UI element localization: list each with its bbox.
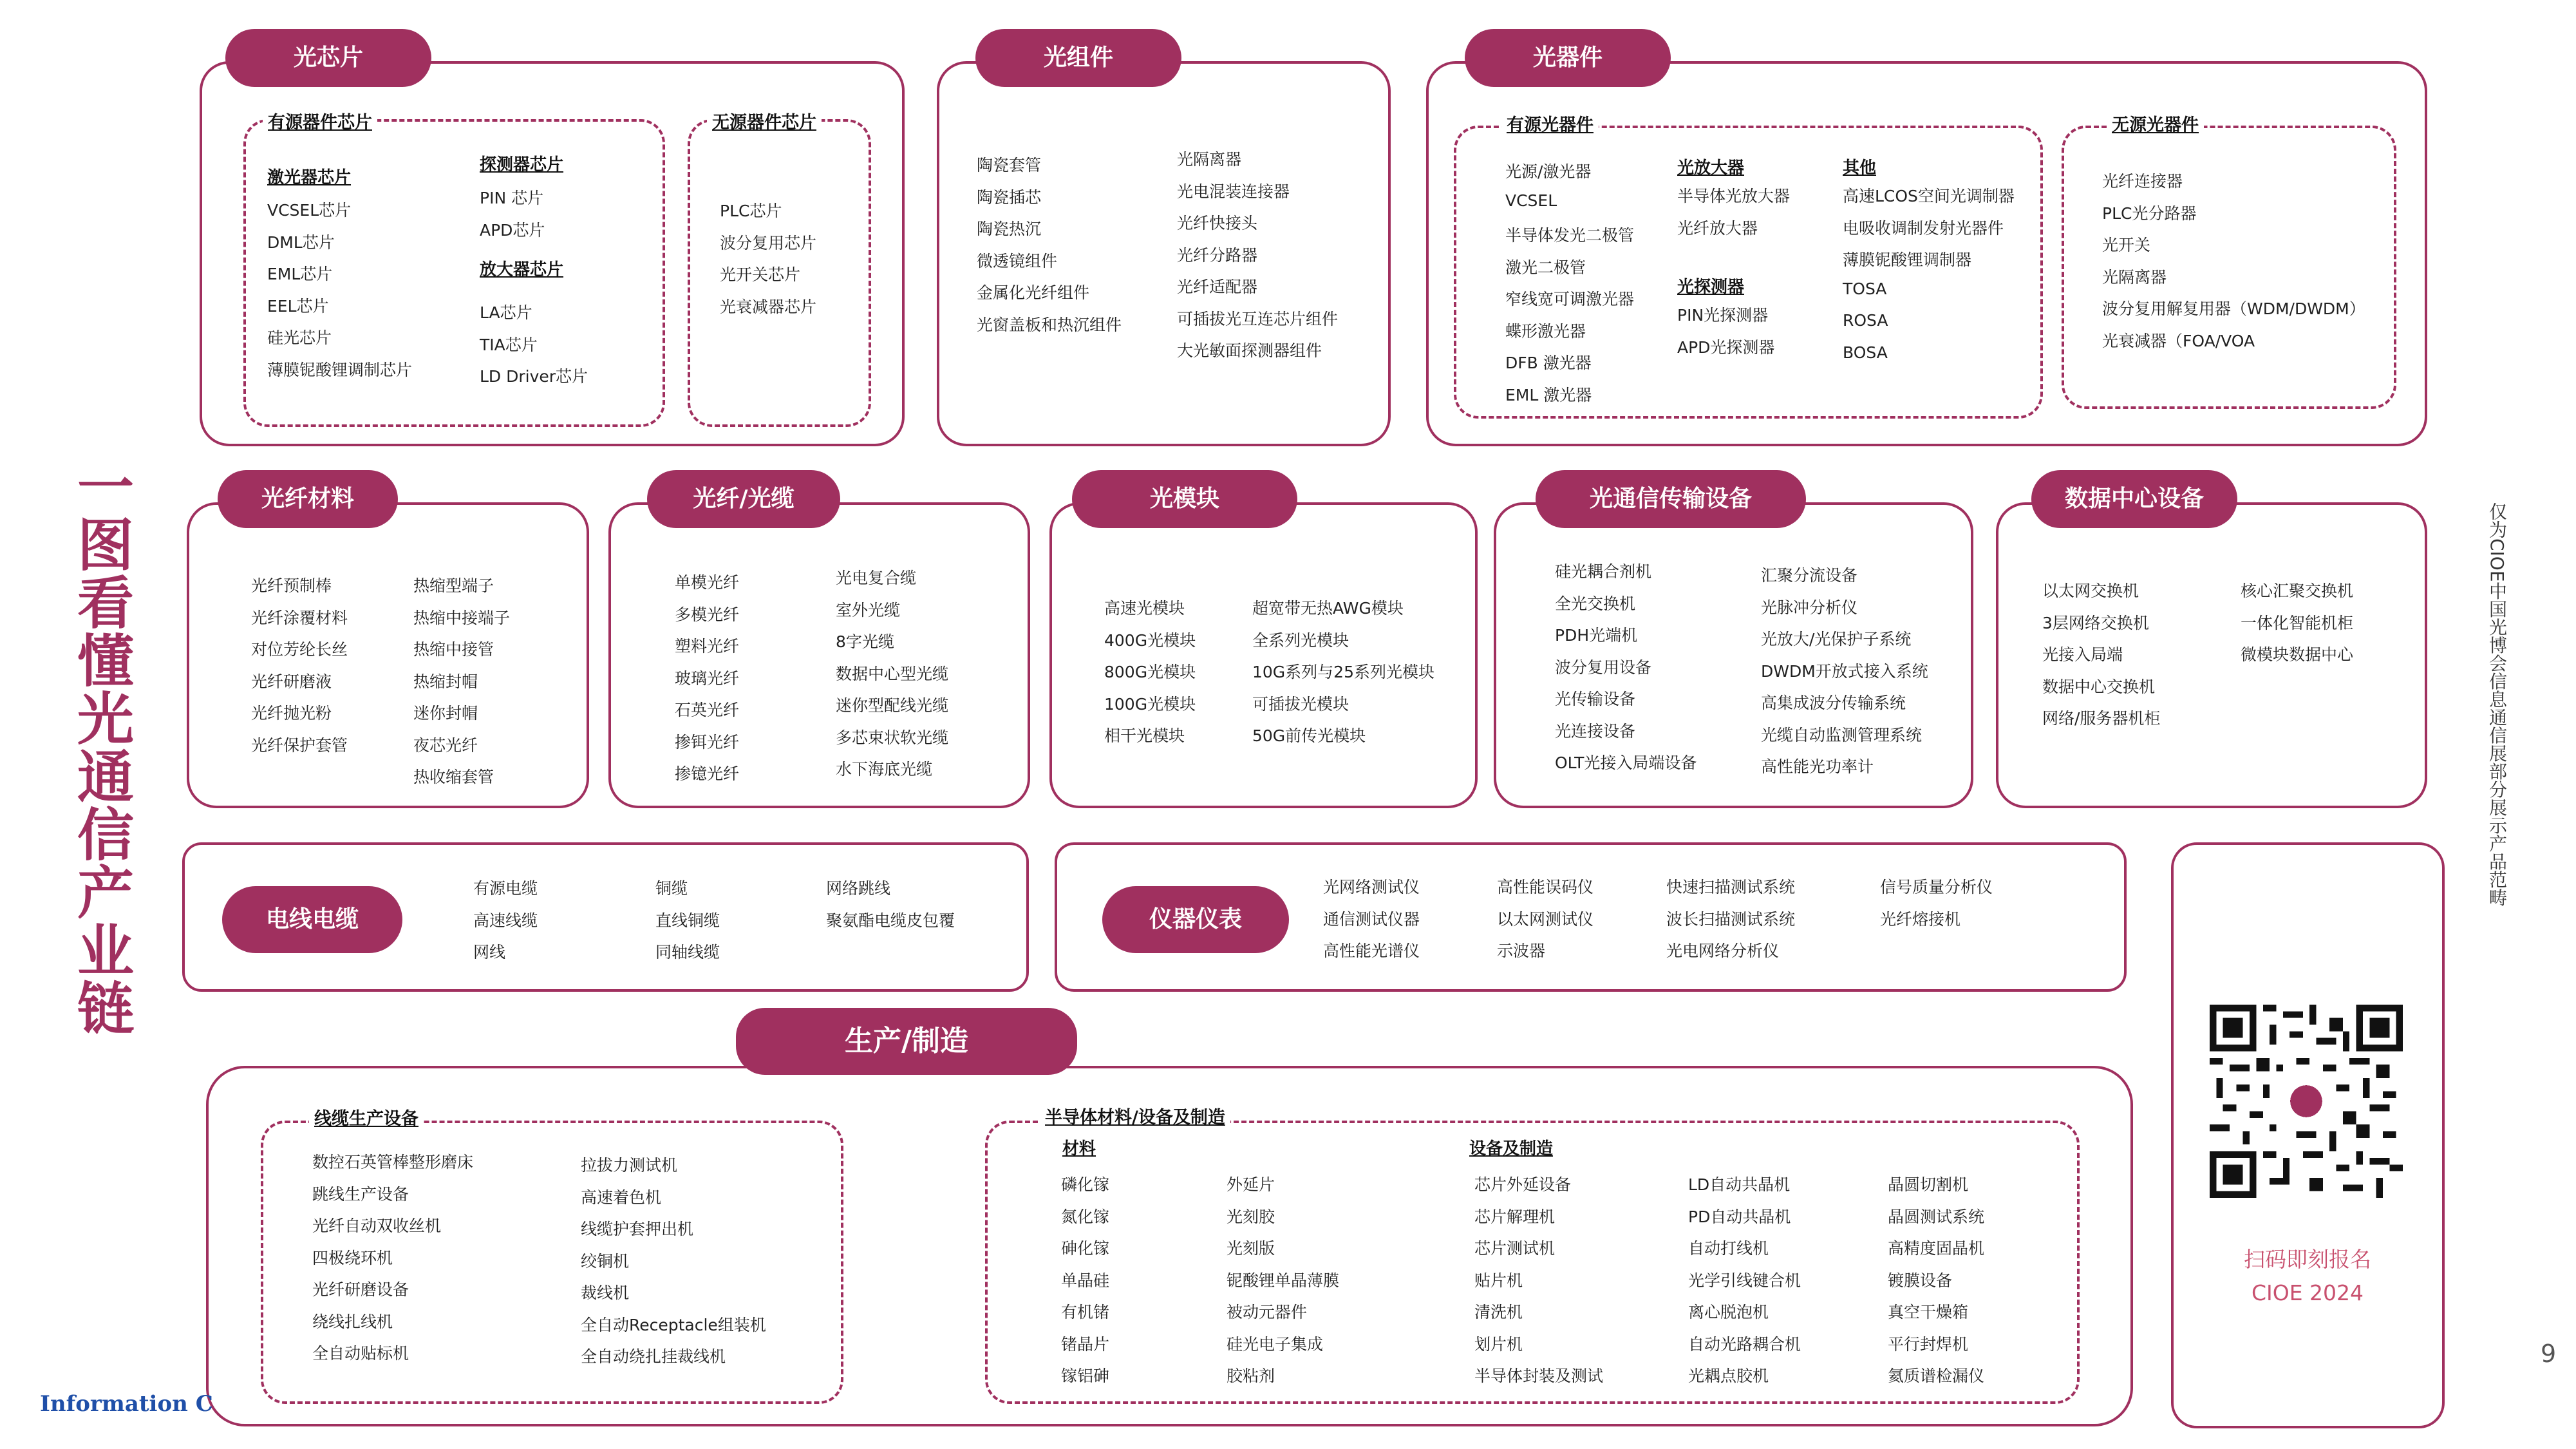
- chip-active-title: 有源器件芯片: [263, 108, 377, 133]
- list-item: 夜芯光纤: [413, 735, 478, 755]
- list-item: VCSEL芯片: [267, 201, 352, 220]
- list-item: 光连接设备: [1555, 721, 1636, 741]
- list-item: 光脉冲分析仪: [1761, 598, 1858, 617]
- list-item: 高速光模块: [1104, 599, 1185, 618]
- list-item: 光纤放大器: [1677, 218, 1758, 238]
- list-item: 镓铝砷: [1061, 1367, 1110, 1385]
- list-item: 波分复用设备: [1555, 658, 1652, 677]
- wire-list-3: [826, 876, 955, 940]
- list-item: 芯片外延设备: [1474, 1175, 1572, 1194]
- list-item: 高性能光功率计: [1761, 757, 1874, 776]
- list-item: 砷化镓: [1061, 1239, 1110, 1258]
- datacenter-title: 数据中心设备: [2031, 470, 2237, 528]
- material-list-2: [1227, 1172, 1339, 1396]
- list-item: 光纤适配器: [1177, 278, 1258, 296]
- list-item: 核心汇聚交换机: [2241, 582, 2354, 600]
- instrument-list-1: [1323, 875, 1420, 971]
- list-item: 自动打线机: [1688, 1239, 1769, 1258]
- amp-chip-list: [480, 300, 588, 396]
- amp-chip-head: 放大器芯片: [480, 260, 564, 279]
- list-item: 光纤涂覆材料: [251, 608, 348, 627]
- list-item: 光纤预制棒: [251, 576, 332, 595]
- list-item: TOSA: [1843, 279, 1887, 298]
- qr-code-icon[interactable]: [2210, 1005, 2403, 1198]
- list-item: 半导体发光二极管: [1505, 226, 1635, 245]
- list-item: 全自动Receptacle组装机: [581, 1315, 766, 1334]
- list-item: 真空干燥箱: [1888, 1303, 1969, 1321]
- list-item: 掺铒光纤: [675, 732, 740, 752]
- list-item: 晶圆测试系统: [1888, 1207, 1985, 1226]
- list-item: 胶粘剂: [1227, 1367, 1275, 1385]
- list-item: 对位芳纶长丝: [251, 640, 348, 659]
- laser-chip-list: [267, 198, 412, 389]
- list-item: VCSEL: [1505, 191, 1557, 210]
- device-detector-list: [1677, 303, 1774, 366]
- list-item: 3层网络交换机: [2042, 613, 2149, 632]
- list-item: 光纤研磨设备: [312, 1280, 409, 1299]
- list-item: 单晶硅: [1061, 1271, 1110, 1290]
- list-item: 微模块数据中心: [2241, 645, 2354, 664]
- side-note: 仅为CIOE中国光博会信息通信展部分展示产品范畴: [2487, 502, 2508, 907]
- passive-chip-list: [720, 198, 816, 326]
- list-item: 光放大/光保护子系统: [1761, 630, 1912, 649]
- list-item: 激光二极管: [1505, 258, 1586, 277]
- instrument-list-3: [1666, 875, 1795, 971]
- list-item: 热缩型端子: [413, 576, 494, 595]
- list-item: 半导体光放大器: [1677, 187, 1791, 205]
- list-item: 数据中心交换机: [2042, 677, 2156, 696]
- instrument-list-4: [1880, 875, 1993, 938]
- cable-production-title: 线缆生产设备: [309, 1104, 424, 1130]
- fiber-material-title: 光纤材料: [218, 470, 398, 528]
- list-item: 快速扫描测试系统: [1666, 878, 1796, 896]
- wire-title: 电线电缆: [222, 886, 402, 953]
- list-item: 网络跳线: [826, 879, 891, 898]
- register-text: [2170, 1243, 2445, 1310]
- list-item: 跳线生产设备: [312, 1184, 409, 1204]
- fiber-cable-section: [608, 502, 1030, 808]
- transmission-title: 光通信传输设备: [1536, 470, 1806, 528]
- list-item: 大光敏面探测器组件: [1177, 341, 1322, 360]
- list-item: 磷化镓: [1061, 1175, 1110, 1194]
- device-passive-list: [2102, 169, 2365, 360]
- list-item: 光衰减器芯片: [720, 297, 817, 316]
- list-item: OLT光接入局端设备: [1555, 753, 1697, 772]
- list-item: 波长扫描测试系统: [1666, 909, 1796, 929]
- list-item: 光开关: [2102, 236, 2151, 254]
- list-item: 镀膜设备: [1888, 1271, 1953, 1290]
- list-item: 高精度固晶机: [1888, 1239, 1985, 1258]
- list-item: APD芯片: [480, 220, 545, 240]
- list-item: 光纤分路器: [1177, 245, 1258, 265]
- assembly-list-2: [1177, 147, 1338, 370]
- device-passive-title: 无源光器件: [2107, 111, 2204, 136]
- list-item: 多模光纤: [675, 605, 740, 624]
- list-item: 室外光缆: [836, 600, 901, 620]
- list-item: 光纤连接器: [2102, 172, 2183, 191]
- equipment-list-2: [1688, 1172, 1801, 1396]
- list-item: 通信测试仪器: [1323, 909, 1420, 929]
- device-active-list-1: [1505, 159, 1634, 414]
- list-item: 光源/激光器: [1505, 162, 1592, 181]
- list-item: 汇聚分流设备: [1761, 566, 1858, 585]
- list-item: 绞铜机: [581, 1251, 630, 1271]
- list-item: 超宽带无热AWG模块: [1252, 599, 1404, 618]
- list-item: ROSA: [1843, 311, 1888, 330]
- list-item: 被动元器件: [1227, 1303, 1308, 1321]
- device-detector-head: 光探测器: [1677, 278, 1745, 297]
- list-item: 以太网交换机: [2042, 582, 2139, 600]
- list-item: 全系列光模块: [1252, 630, 1349, 650]
- device-section-title: 光器件: [1465, 29, 1671, 87]
- list-item: 划片机: [1474, 1334, 1523, 1354]
- list-item: 热缩中接端子: [413, 608, 511, 627]
- list-item: 自动光路耦合机: [1688, 1334, 1801, 1354]
- list-item: 光纤自动双收丝机: [312, 1217, 442, 1235]
- list-item: 光电网络分析仪: [1666, 942, 1780, 960]
- list-item: LA芯片: [480, 303, 532, 322]
- device-other-head: 其他: [1843, 158, 1877, 178]
- list-item: EML芯片: [267, 265, 333, 283]
- list-item: 网络/服务器机柜: [2042, 709, 2161, 728]
- list-item: BOSA: [1843, 343, 1888, 362]
- list-item: 单模光纤: [675, 573, 740, 592]
- assembly-list-1: [977, 153, 1122, 344]
- list-item: 铌酸锂单晶薄膜: [1227, 1271, 1340, 1290]
- fiber-material-list-2: [413, 573, 510, 797]
- equipment-head: 设备及制造: [1469, 1139, 1554, 1159]
- list-item: PLC芯片: [720, 202, 782, 220]
- list-item: 拉拔力测试机: [581, 1156, 678, 1175]
- list-item: 高速着色机: [581, 1188, 662, 1207]
- list-item: 数据中心型光缆: [836, 664, 949, 683]
- page-title: 一图看懂光通信产业链: [68, 457, 135, 1037]
- detector-chip-list: [480, 185, 545, 249]
- list-item: 石英光纤: [675, 701, 740, 719]
- list-item: 光纤保护套管: [251, 735, 348, 755]
- module-title: 光模块: [1072, 470, 1297, 528]
- list-item: 硅光耦合剂机: [1555, 562, 1652, 581]
- list-item: PLC光分路器: [2102, 204, 2197, 223]
- list-item: 水下海底光缆: [836, 760, 933, 779]
- fiber-cable-title: 光纤/光缆: [647, 470, 840, 528]
- list-item: 以太网测试仪: [1497, 909, 1594, 929]
- list-item: 高性能光谱仪: [1323, 942, 1420, 960]
- list-item: 裁线机: [581, 1283, 630, 1302]
- list-item: 光隔离器: [2102, 267, 2167, 287]
- list-item: 同轴线缆: [655, 943, 720, 961]
- material-list-1: [1061, 1172, 1109, 1396]
- list-item: 光窗盖板和热沉组件: [977, 315, 1122, 334]
- list-item: 掺镱光纤: [675, 764, 740, 783]
- module-list-1: [1104, 596, 1196, 755]
- list-item: 高集成波分传输系统: [1761, 694, 1906, 712]
- list-item: PIN光探测器: [1677, 306, 1769, 325]
- list-item: 迷你封帽: [413, 704, 478, 723]
- list-item: 100G光模块: [1104, 694, 1196, 714]
- list-item: 铜缆: [655, 879, 688, 898]
- instrument-list-2: [1497, 875, 1594, 971]
- list-item: 50G前传光模块: [1252, 726, 1366, 745]
- list-item: 光网络测试仪: [1323, 878, 1420, 896]
- list-item: 全光交换机: [1555, 594, 1636, 613]
- list-item: 陶瓷插芯: [977, 187, 1042, 207]
- list-item: 陶瓷热沉: [977, 220, 1042, 238]
- list-item: 绕线扎线机: [312, 1312, 393, 1331]
- list-item: 8字光缆: [836, 632, 894, 651]
- equipment-list-3: [1888, 1172, 1984, 1396]
- list-item: 全自动贴标机: [312, 1344, 409, 1363]
- list-item: 热缩封帽: [413, 672, 478, 691]
- list-item: LD Driver芯片: [480, 367, 588, 386]
- list-item: 锗晶片: [1061, 1334, 1110, 1354]
- device-other-list: [1843, 184, 2015, 375]
- list-item: 10G系列与25系列光模块: [1252, 663, 1434, 681]
- list-item: 800G光模块: [1104, 663, 1196, 681]
- list-item: EML 激光器: [1505, 385, 1592, 404]
- laser-chip-head: 激光器芯片: [267, 168, 352, 187]
- list-item: 微透镜组件: [977, 251, 1058, 270]
- wire-list-1: [473, 876, 538, 972]
- list-item: 贴片机: [1474, 1271, 1523, 1290]
- list-item: 可插拔光互连芯片组件: [1177, 309, 1339, 328]
- list-item: 光缆自动监测管理系统: [1761, 725, 1923, 744]
- list-item: 有源电缆: [473, 879, 538, 898]
- list-item: 蝶形激光器: [1505, 321, 1586, 341]
- list-item: 可插拔光模块: [1252, 694, 1349, 714]
- list-item: 芯片解理机: [1474, 1207, 1556, 1226]
- register-line-2: CIOE 2024: [2251, 1280, 2364, 1305]
- fiber-material-list-1: [251, 573, 348, 764]
- list-item: 400G光模块: [1104, 630, 1196, 650]
- list-item: 全自动绕扎挂裁线机: [581, 1347, 726, 1366]
- list-item: EEL芯片: [267, 296, 329, 316]
- list-item: 金属化光纤组件: [977, 283, 1090, 302]
- list-item: 四极绕环机: [312, 1248, 393, 1267]
- list-item: PDH光端机: [1555, 626, 1638, 645]
- list-item: 平行封焊机: [1888, 1334, 1969, 1354]
- list-item: 氮化镓: [1061, 1207, 1110, 1226]
- list-item: 硅光电子集成: [1227, 1334, 1324, 1354]
- detector-chip-head: 探测器芯片: [480, 155, 564, 175]
- list-item: 外延片: [1227, 1175, 1275, 1194]
- list-item: 光刻胶: [1227, 1207, 1275, 1226]
- list-item: 半导体封装及测试: [1474, 1367, 1604, 1385]
- material-head: 材料: [1062, 1139, 1096, 1159]
- list-item: PIN 芯片: [480, 189, 544, 207]
- semi-title: 半导体材料/设备及制造: [1040, 1103, 1230, 1128]
- list-item: 线缆护套押出机: [581, 1220, 694, 1238]
- device-amp-head: 光放大器: [1677, 158, 1745, 178]
- list-item: 光刻版: [1227, 1239, 1275, 1258]
- list-item: 清洗机: [1474, 1303, 1523, 1321]
- list-item: 离心脱泡机: [1688, 1303, 1769, 1321]
- list-item: 数控石英管棒整形磨床: [312, 1153, 474, 1171]
- production-title: 生产/制造: [736, 1008, 1077, 1075]
- list-item: 热缩中接管: [413, 640, 494, 659]
- cable-production-list-1: [312, 1150, 473, 1373]
- instrument-title: 仪器仪表: [1102, 886, 1289, 953]
- list-item: 迷你型配线光缆: [836, 696, 949, 715]
- list-item: 薄膜铌酸锂调制芯片: [267, 360, 413, 379]
- assembly-section-title: 光组件: [975, 29, 1181, 87]
- list-item: 窄线宽可调激光器: [1505, 290, 1635, 308]
- fiber-cable-list-1: [675, 570, 739, 793]
- cable-production-list-2: [581, 1153, 766, 1376]
- list-item: 网线: [473, 943, 506, 961]
- list-item: 薄膜铌酸锂调制器: [1843, 251, 1972, 269]
- page-number: 9: [2541, 1340, 2557, 1368]
- list-item: 多芯束状软光缆: [836, 728, 949, 747]
- list-item: 硅光芯片: [267, 328, 332, 347]
- list-item: 信号质量分析仪: [1880, 878, 1993, 896]
- transmission-list-2: [1761, 563, 1928, 786]
- device-amp-list: [1677, 184, 1790, 247]
- register-line-1: 扫码即刻报名: [2244, 1247, 2371, 1272]
- list-item: 光电混装连接器: [1177, 182, 1290, 201]
- list-item: PD自动共晶机: [1688, 1207, 1791, 1226]
- list-item: DFB 激光器: [1505, 354, 1592, 372]
- list-item: 光衰减器（FOA/VOA: [2102, 331, 2255, 350]
- list-item: LD自动共晶机: [1688, 1175, 1791, 1194]
- list-item: 光纤快接头: [1177, 214, 1258, 232]
- chip-section-title: 光芯片: [225, 29, 431, 87]
- list-item: 光电复合缆: [836, 569, 917, 587]
- list-item: 有机锗: [1061, 1303, 1110, 1321]
- datacenter-list-1: [2042, 578, 2160, 738]
- list-item: APD光探测器: [1677, 337, 1775, 357]
- list-item: 波分复用解复用器（WDM/DWDM）: [2102, 299, 2365, 318]
- list-item: 高速LCOS空间光调制器: [1843, 187, 2015, 205]
- list-item: 晶圆切割机: [1888, 1175, 1969, 1194]
- list-item: 一体化智能机柜: [2241, 613, 2354, 632]
- list-item: 光学引线键合机: [1688, 1271, 1801, 1290]
- list-item: 玻璃光纤: [675, 668, 740, 688]
- list-item: 塑料光纤: [675, 637, 740, 656]
- list-item: 聚氨酯电缆皮包覆: [826, 911, 955, 930]
- module-list-2: [1252, 596, 1434, 755]
- list-item: 芯片测试机: [1474, 1239, 1556, 1258]
- datacenter-list-2: [2241, 578, 2353, 674]
- list-item: 示波器: [1497, 942, 1546, 960]
- equipment-list-1: [1474, 1172, 1603, 1396]
- list-item: 电吸收调制发射光器件: [1843, 218, 2004, 238]
- list-item: TIA芯片: [480, 335, 538, 354]
- list-item: 光隔离器: [1177, 150, 1242, 169]
- list-item: 热收缩套管: [413, 768, 494, 786]
- chip-passive-title: 无源器件芯片: [707, 108, 822, 133]
- footer-text: Information C: [40, 1391, 213, 1417]
- list-item: 氦质谱检漏仪: [1888, 1367, 1985, 1385]
- wire-list-2: [655, 876, 720, 972]
- fiber-material-section: [187, 502, 589, 808]
- list-item: 光纤研磨液: [251, 672, 332, 691]
- list-item: 高性能误码仪: [1497, 878, 1594, 896]
- list-item: 光纤抛光粉: [251, 704, 332, 723]
- list-item: 陶瓷套管: [977, 156, 1042, 175]
- fiber-cable-list-2: [836, 565, 948, 789]
- list-item: 直线铜缆: [655, 911, 720, 930]
- device-active-title: 有源光器件: [1501, 111, 1599, 136]
- list-item: 波分复用芯片: [720, 233, 817, 252]
- list-item: DML芯片: [267, 232, 335, 252]
- list-item: 光开关芯片: [720, 265, 801, 284]
- transmission-list-1: [1555, 559, 1697, 782]
- list-item: 光纤熔接机: [1880, 909, 1961, 929]
- list-item: 光接入局端: [2042, 645, 2123, 664]
- list-item: 高速线缆: [473, 911, 538, 930]
- list-item: 光传输设备: [1555, 690, 1636, 708]
- list-item: DWDM开放式接入系统: [1761, 661, 1928, 681]
- list-item: 相干光模块: [1104, 726, 1185, 745]
- list-item: 光耦点胶机: [1688, 1367, 1769, 1385]
